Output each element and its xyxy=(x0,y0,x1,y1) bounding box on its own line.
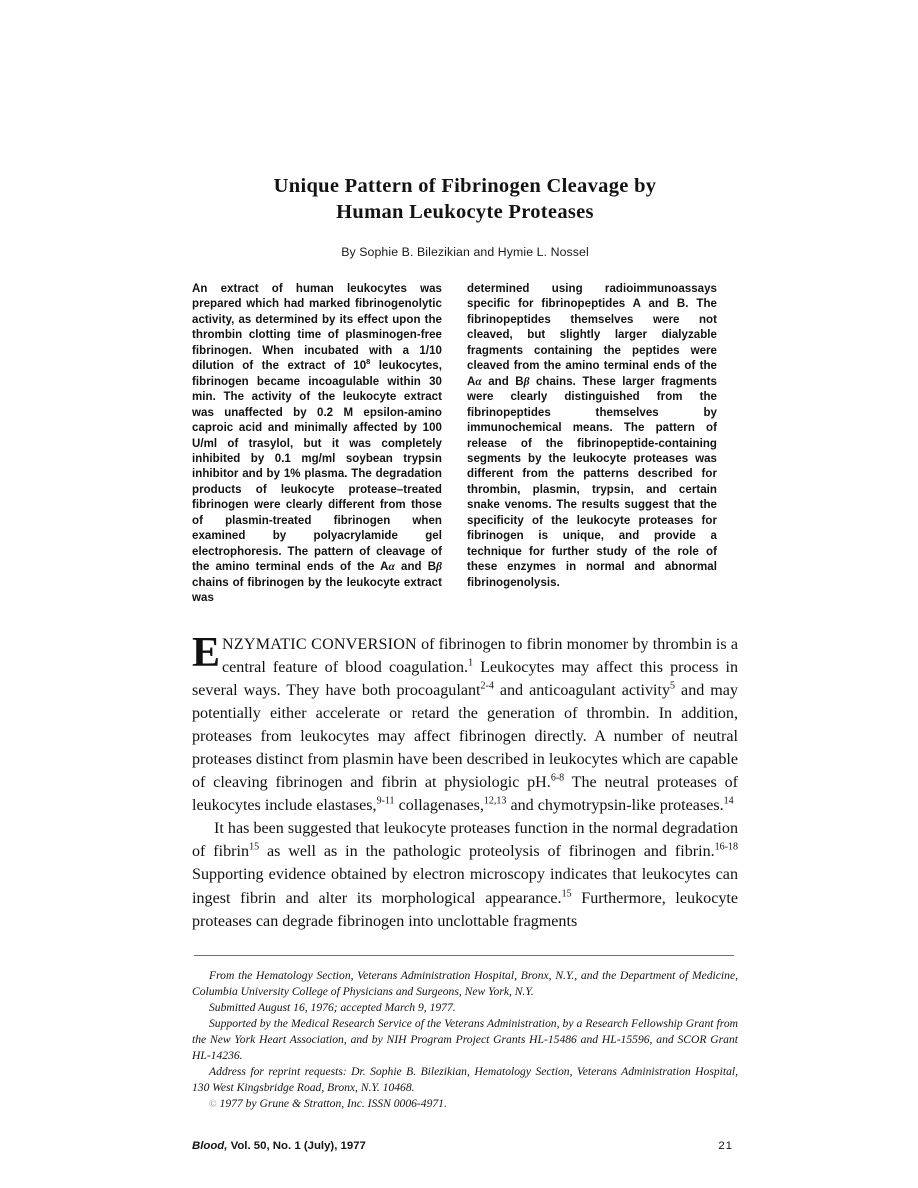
abstract-left-text-2: leukocytes, fibrinogen became incoagulable within 30 min. The activity of the leukocyte extract was unaffected by 0.2 M epsilon-amino caproic acid and minimally affected by 100 U/ml of trasylol, but it was completely inhibited by 0.1 mg/ml soybean trypsin inhibitor and by 1% plasma. The degradation products of leukocyte protease–treated fibrinogen were clearly different from those of plasmin-treated fibrinogen when examined by polyacrylamide gel electrophoresis. The pattern of cleavage of the amino terminal ends of the A xyxy=(192,360,442,574)
body-p1-text-7: and chymotrypsin-like proteases. xyxy=(506,797,724,815)
body-p2-text-1: It has been suggested that leukocyte proteases function in the normal degradation of fibrin xyxy=(192,820,738,861)
footnote-affiliation: From the Hematology Section, Veterans Administration Hospital, Bronx, N.Y., and the Department of Medicine, Columbia University College of Physicians and Surgeons, New York, N.Y. xyxy=(192,968,738,998)
page-footer xyxy=(192,1140,733,1152)
greek-alpha-1: α xyxy=(388,561,395,574)
page-number: 21 xyxy=(718,1139,733,1152)
article-body xyxy=(192,629,739,933)
reference-superscript-10: 15 xyxy=(561,888,572,900)
body-p1-text-2: Leukocytes may affect this process in several ways. They have both procoagulant xyxy=(192,658,738,699)
abstract-left-text-3: and B xyxy=(394,561,437,574)
body-p1-text-4: and may potentially either accelerate or retard the generation of thrombin. In addition, proteases from leukocytes may affect fibrinogen directly. A number of neutral proteases distinct from plasmin have been described in leukocytes which are capable of cleaving fibrinogen and fibrin at physiologic pH. xyxy=(192,681,739,792)
body-p2-text-2: as well as in the pathologic proteolysis of fibrinogen and fibrin. xyxy=(259,843,715,861)
abstract-right-text-2: and B xyxy=(481,375,524,388)
reference-superscript-6: 12,13 xyxy=(483,795,507,807)
footnotes-block xyxy=(192,968,738,1114)
footnote-divider xyxy=(194,955,734,956)
copyright-icon: © xyxy=(209,1099,217,1111)
footnote-copyright xyxy=(192,1096,738,1113)
abstract-left-superscript-1: 8 xyxy=(366,357,371,367)
abstract-section xyxy=(192,282,738,607)
reference-superscript-8: 15 xyxy=(249,842,260,853)
footnote-reprint-address: Address for reprint requests: Dr. Sophie B. Bilezikian, Hematology Section, Veterans Administration Hospital, 130 West Kingsbridge Road, Bronx, N.Y. 10468. xyxy=(192,1065,738,1095)
body-p1-text-6: collagenases, xyxy=(394,797,484,815)
reference-superscript-2: 2-4 xyxy=(480,680,494,692)
journal-volume-info: Vol. 50, No. 1 (July), 1977 xyxy=(227,1139,366,1152)
body-p1-text-5: The neutral proteases of leukocytes include elastases, xyxy=(192,774,738,815)
page-content-column xyxy=(192,0,738,1152)
footnote-submitted: Submitted August 16, 1976; accepted March 9, 1977. xyxy=(209,1000,456,1014)
body-p1-text-3: and anticoagulant activity xyxy=(493,681,671,699)
reference-superscript-7: 14 xyxy=(723,795,734,807)
journal-name: Blood, xyxy=(192,1139,228,1152)
article-title-line-1: Unique Pattern of Fibrinogen Cleavage by xyxy=(273,175,657,197)
footnote-support: Supported by the Medical Research Service of the Veterans Administration, by a Research Fellowship Grant from the New York Heart Association, and by NIH Program Project Grants HL-15486 and HL-15596, and SCOR Grant HL-14236. xyxy=(192,1017,738,1063)
reference-superscript-9: 16-18 xyxy=(714,842,739,853)
body-p1-text-1: of fibrinogen to fibrin monomer by thrombin is a central feature of blood coagulation. xyxy=(222,635,738,676)
greek-alpha-2: α xyxy=(475,375,482,388)
article-byline: By Sophie B. Bilezikian and Hymie L. Nossel xyxy=(341,245,589,259)
reference-superscript-1: 1 xyxy=(468,657,474,669)
abstract-column-left xyxy=(192,282,442,607)
abstract-right-text-1: determined using radioimmunoassays specific for fibrinopeptides A and B. The fibrinopeptides themselves were not cleaved, but slightly larger dialyzable fragments containing the peptides were cleaved from the amino terminal ends of the A xyxy=(467,283,717,388)
reference-superscript-5: 9-11 xyxy=(376,795,395,807)
body-p2-text-3: Supporting evidence obtained by electron microscopy indicates that leukocytes can ingest fibrin and alter its morphological appearance. xyxy=(192,866,738,907)
reference-superscript-3: 5 xyxy=(670,680,676,692)
abstract-left-text-4: chains of fibrinogen by the leukocyte extract was xyxy=(192,576,442,605)
body-smallcaps-opening: NZYMATIC CONVERSION xyxy=(222,635,417,653)
abstract-left-text-1: An extract of human leukocytes was prepared which had marked fibrinogenolytic activity, as determined by its effect upon the thrombin clotting time of plasminogen-free fibrinogen. When incubated with a 1/10 dilution of the extract of 10 xyxy=(192,283,442,373)
abstract-right-text-3: chains. These larger fragments were clearly distinguished from the fibrinopeptides themselves by immunochemical means. The pattern of release of the fibrinopeptide-containing segments by the leukocyte proteases was different from the patterns described for thrombin, plasmin, trypsin, and certain snake venoms. The results suggest that the specificity of the leukocyte proteases for fibrinogen is unique, and provide a technique for further study of the role of these enzymes in normal and abnormal fibrinogenolysis. xyxy=(467,375,717,589)
greek-beta-1: β xyxy=(436,561,442,574)
body-paragraph-2 xyxy=(192,817,738,932)
journal-citation xyxy=(192,1140,366,1152)
body-paragraph-1 xyxy=(192,629,739,818)
reference-superscript-4: 6-8 xyxy=(550,772,565,784)
footnote-copyright-text: 1977 by Grune & Stratton, Inc. ISSN 0006-4971. xyxy=(219,1097,447,1111)
body-p2-text-4: Furthermore, leukocyte proteases can degrade fibrinogen into unclottable fragments xyxy=(192,889,738,930)
article-title-block xyxy=(192,173,738,225)
article-title-line-2: Human Leukocyte Proteases xyxy=(336,201,594,223)
greek-beta-2: β xyxy=(523,375,530,388)
drop-cap-letter: E xyxy=(192,629,221,676)
abstract-column-right xyxy=(467,282,717,607)
